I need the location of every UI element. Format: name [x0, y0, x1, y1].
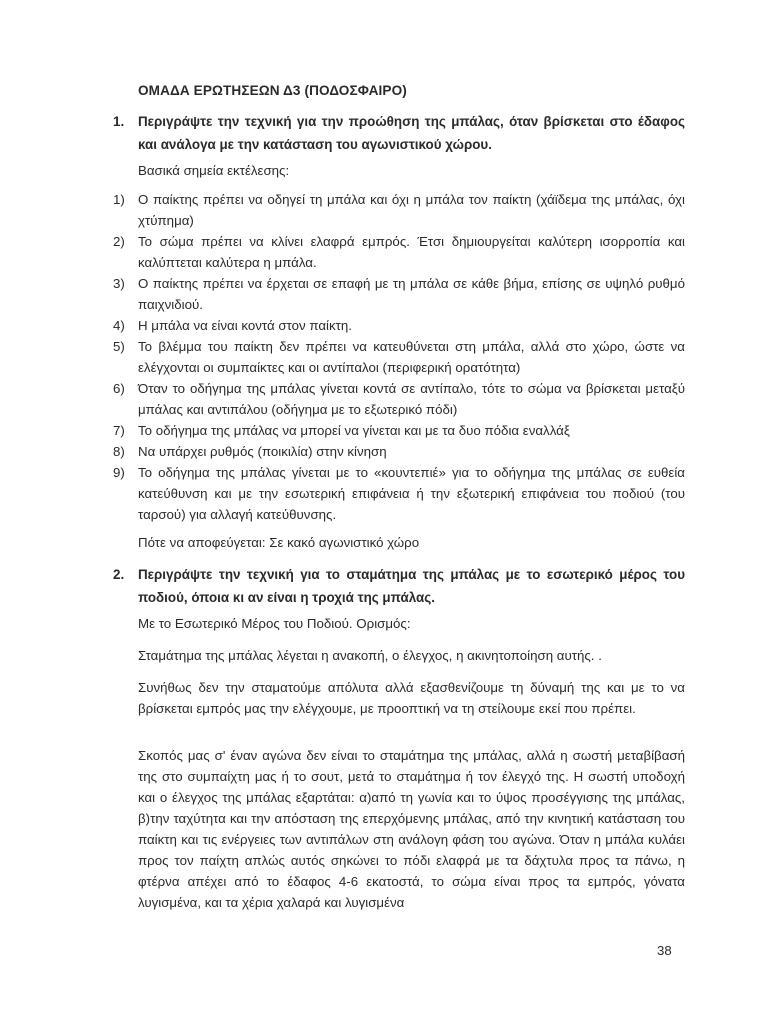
- list-item: 7) Το οδήγημα της μπάλας να μπορεί να γίνεται και με τα δυο πόδια εναλλάξ: [113, 423, 570, 438]
- q2-paragraph-usually: Συνήθως δεν την σταματούμε απόλυτα αλλά εξασθενίζουμε τη δύναμή της και με το να βρίσκεται εμπρός μας την ελέγχουμε, με προοπτική να τη στείλουμε εκεί που πρέπει.: [138, 680, 685, 716]
- list-item: 5) Το βλέμμα του παίκτη δεν πρέπει να κατευθύνεται στη μπάλα, αλλά στο χώρο, ώστε να ελέγχονται οι συμπαίκτες και οι αντίπαλοι (περιφερική ορατότητα): [113, 339, 685, 375]
- list-item: 3) Ο παίκτης πρέπει να έρχεται σε επαφή με τη μπάλα σε κάθε βήμα, επίσης σε υψηλό ρυθμό παιχνιδιού.: [113, 276, 685, 312]
- list-item: 2) Το σώμα πρέπει να κλίνει ελαφρά εμπρός. Έτσι δημιουργείται καλύτερη ισορροπία και καλύπτεται καλύτερα η μπάλα.: [113, 234, 685, 270]
- list-item: 8) Να υπάρχει ρυθμός (ποικιλία) στην κίνηση: [113, 444, 387, 459]
- q1-intro: Βασικά σημεία εκτέλεσης:: [138, 163, 290, 178]
- question-1-text: Περιγράψτε την τεχνική για την προώθηση της μπάλας, όταν βρίσκεται στο έδαφος και ανάλογα με την κατάσταση του αγωνιστικού χώρου.: [138, 114, 685, 152]
- question-1: [113, 110, 685, 156]
- list-item: 1) Ο παίκτης πρέπει να οδηγεί τη μπάλα και όχι η μπάλα τον παίκτη (χάϊδεμα της μπάλας, όχι χτύπημα): [113, 192, 685, 228]
- q1-points-list: [113, 189, 685, 525]
- section-title: ΟΜΑΔΑ ΕΡΩΤΗΣΕΩΝ Δ3 (ΠΟΔΟΣΦΑΙΡΟ): [138, 83, 407, 98]
- list-item: 9) Το οδήγημα της μπάλας γίνεται με το «κουντεπιέ» για το οδήγημα της μπάλας σε ευθεία κατεύθυνση και με την εσωτερική επιφάνεια ή την εξωτερική επιφάνεια του ποδιού (του ταρσού) για αλλαγή κατεύθυνσης.: [113, 465, 685, 522]
- question-2: [113, 563, 685, 609]
- list-item: 4) Η μπάλα να είναι κοντά στον παίκτη.: [113, 318, 352, 333]
- list-item: 6) Όταν το οδήγημα της μπάλας γίνεται κοντά σε αντίπαλο, τότε το σώμα να βρίσκεται μεταξύ μπάλας και αντιπάλου (οδήγημα με το εξωτερικό πόδι): [113, 381, 685, 417]
- q1-avoid-note: Πότε να αποφεύγεται: Σε κακό αγωνιστικό χώρο: [138, 535, 420, 550]
- q2-paragraph-purpose: Σκοπός μας σ' έναν αγώνα δεν είναι το σταμάτημα της μπάλας, αλλά η σωστή μεταβίβασή της στο συμπαίχτη μας ή το σουτ, μετά το σταμάτημα ή τον έλεγχό της. Η σωστή υποδοχή και ο έλεγχος της μπάλας εξαρτάται: α)από τη γωνία και το ύψος προσέγγισης της μπάλας, β)την ταχύτητα και την απόσταση της επερχόμενης μπάλας, από την κινητική κατάσταση του παίκτη και τις ενέργειες των αντιπάλων στη ανάλογη φάση του αγώνα. Όταν η μπάλα κυλάει προς τον παίχτη απλώς αυτός σηκώνει το πόδι ελαφρά με τα δάχτυλα προς τα πάνω, η φτέρνα απέχει από το έδαφος 4-6 εκατοστά, το σώμα είναι προς τα εμπρός, γόνατα λυγισμένα, και τα χέρια χαλαρά και λυγισμένα: [138, 748, 685, 910]
- q2-definition-heading: Με το Εσωτερικό Μέρος του Ποδιού. Ορισμός:: [138, 616, 411, 631]
- question-2-number: 2.: [113, 567, 125, 582]
- question-2-text: Περιγράψτε την τεχνική για το σταμάτημα της μπάλας με το εσωτερικό μέρος του ποδιού, όποια κι αν είναι η τροχιά της μπάλας.: [138, 567, 685, 605]
- page-number: 38: [657, 943, 672, 958]
- question-1-number: 1.: [113, 114, 125, 129]
- q2-definition: Σταμάτημα της μπάλας λέγεται η ανακοπή, ο έλεγχος, η ακινητοποίηση αυτής. .: [138, 648, 602, 663]
